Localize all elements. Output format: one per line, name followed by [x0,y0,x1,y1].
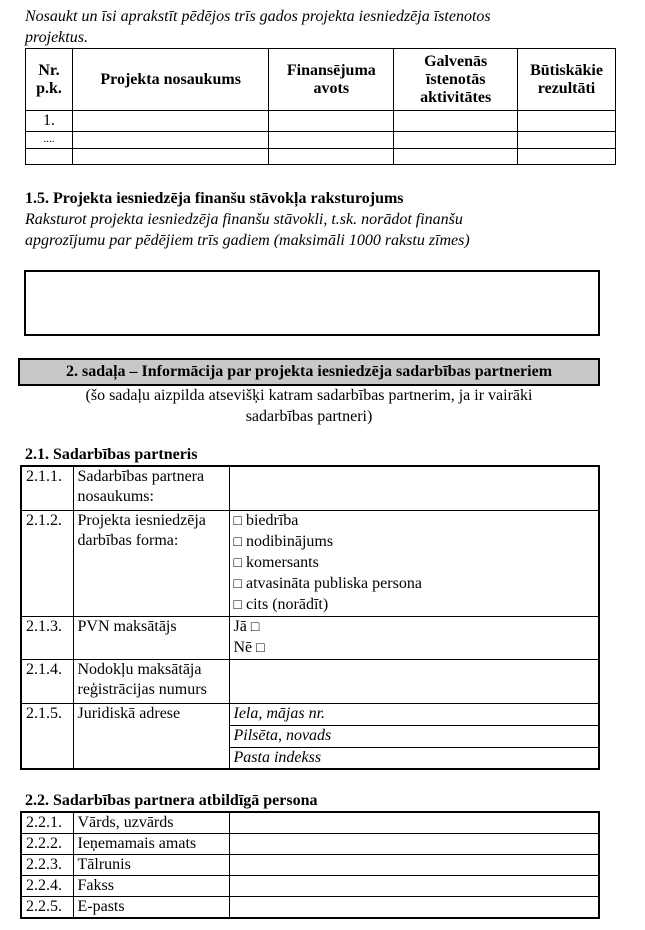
col-header-name: Projekta nosaukums [72,49,268,111]
cell-input[interactable] [72,132,268,149]
cell-input[interactable] [394,132,518,149]
intro-text [25,6,491,48]
row-number: 2.2.5. [21,897,73,919]
name-label: Vārds, uzvārds [73,812,229,834]
cell-input[interactable] [269,132,394,149]
cell-input[interactable] [518,132,616,149]
checkbox-publiska-persona[interactable]: □ atvasināta publiska persona [234,574,595,595]
intro-line-2: projektus. [25,29,88,46]
section-1-5-title: 1.5. Projekta iesniedzēja finanšu stāvokļa raksturojums [25,190,404,207]
projects-table [25,48,616,165]
tax-number-label: Nodokļu maksātāja reģistrācijas numurs [73,659,229,703]
row-number: 2.2.1. [21,812,73,834]
cell-input[interactable] [269,149,394,165]
email-label: E-pasts [73,897,229,919]
table-row [21,812,599,834]
section-2-title: 2. sadaļa – Informācija par projekta iesniedzēja sadarbības partneriem [18,358,600,386]
section-2-2-title: 2.2. Sadarbības partnera atbildīgā persona [25,792,318,809]
section-1-5-desc-line-1: Raksturot projekta iesniedzēja finanšu stāvokli, t.sk. norādot finanšu [25,211,463,228]
contact-person-table [20,811,600,919]
phone-field[interactable] [229,855,599,876]
cell-input[interactable] [518,149,616,165]
section-2-note-line-1: (šo sadaļu aizpilda atsevišķi katram sadarbības partnerim, ja ir vairāki [85,387,533,404]
row-number: 2.1.5. [21,703,73,769]
row-number: 1. [26,111,73,132]
position-label: Ieņemamais amats [73,834,229,855]
cell-input[interactable] [72,111,268,132]
row-number: 2.1.1. [21,466,73,510]
postal-code-field[interactable]: Pasta indekss [229,747,599,769]
row-number: 2.1.4. [21,659,73,703]
row-number: 2.1.3. [21,616,73,659]
section-1-5-desc [25,209,470,251]
table-row [21,659,599,703]
row-number: 2.2.3. [21,855,73,876]
table-row [21,703,599,725]
fax-field[interactable] [229,876,599,897]
projects-header-row [26,49,616,111]
tax-number-field[interactable] [229,659,599,703]
position-field[interactable] [229,834,599,855]
table-row [21,876,599,897]
table-row [26,132,616,149]
street-field[interactable]: Iela, mājas nr. [229,703,599,725]
col-header-nr: Nr. p.k. [26,49,73,111]
partner-name-label: Sadarbības partnera nosaukums: [73,466,229,510]
col-header-funding: Finansējuma avots [269,49,394,111]
table-row [21,510,599,616]
table-row [21,466,599,510]
col-header-activities: Galvenās īstenotās aktivitātes [394,49,518,111]
row-number: .... [26,132,73,149]
checkbox-biedriba[interactable]: □ biedrība [234,511,595,532]
row-number: 2.2.2. [21,834,73,855]
vat-payer-options [229,616,599,659]
checkbox-cits[interactable]: □ cits (norādīt) [234,595,595,616]
cell-input[interactable] [72,149,268,165]
table-row [26,111,616,132]
cell-input[interactable] [394,111,518,132]
row-number [26,149,73,165]
vat-payer-label: PVN maksātājs [73,616,229,659]
partner-name-field[interactable] [229,466,599,510]
partner-table [20,465,600,770]
table-row [21,855,599,876]
section-1-5-desc-line-2: apgrozījumu par pēdējiem trīs gadiem (maksimāli 1000 rakstu zīmes) [25,232,470,249]
row-number: 2.2.4. [21,876,73,897]
table-row [21,897,599,919]
intro-line-1: Nosaukt un īsi aprakstīt pēdējos trīs gados projekta iesniedzēja īstenotos [25,8,491,25]
section-2-note-line-2: sadarbības partneri) [245,408,373,425]
table-row [21,616,599,659]
cell-input[interactable] [394,149,518,165]
name-field[interactable] [229,812,599,834]
section-2-1-title: 2.1. Sadarbības partneris [25,446,198,463]
col-header-results: Būtiskākie rezultāti [518,49,616,111]
checkbox-komersants[interactable]: □ komersants [234,553,595,574]
checkbox-nodibinajums[interactable]: □ nodibinājums [234,532,595,553]
row-number: 2.1.2. [21,510,73,616]
legal-address-label: Juridiskā adrese [73,703,229,769]
checkbox-ja[interactable]: Jā □ [234,617,595,638]
email-field[interactable] [229,897,599,919]
activity-form-options [229,510,599,616]
cell-input[interactable] [269,111,394,132]
city-field[interactable]: Pilsēta, novads [229,725,599,747]
checkbox-ne[interactable]: Nē □ [234,638,595,659]
table-row [21,834,599,855]
section-2-note [18,385,600,427]
activity-form-label: Projekta iesniedzēja darbības forma: [73,510,229,616]
table-row [26,149,616,165]
phone-label: Tālrunis [73,855,229,876]
cell-input[interactable] [518,111,616,132]
fax-label: Fakss [73,876,229,897]
finance-description-field[interactable] [24,270,600,336]
